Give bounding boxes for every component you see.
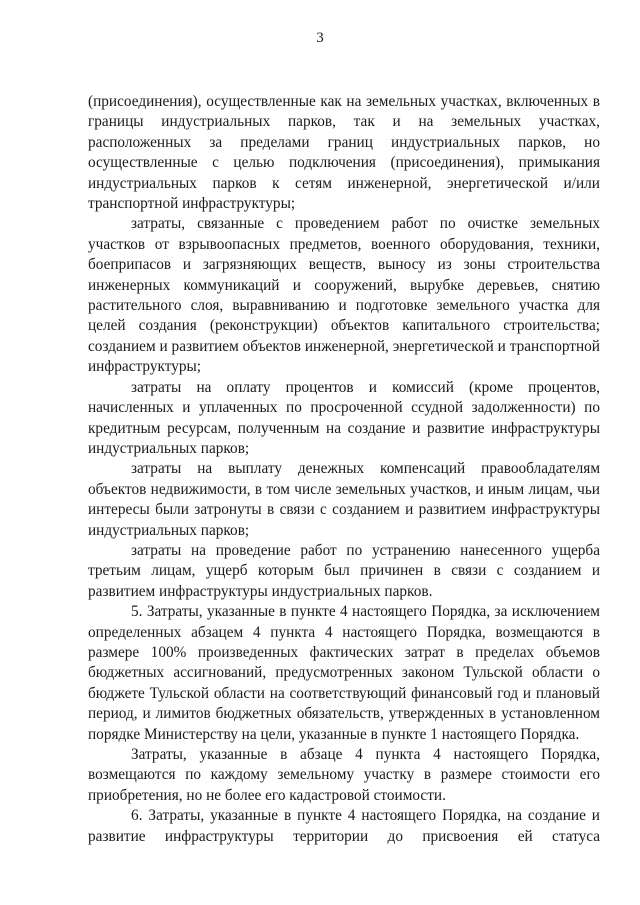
paragraph: затраты на оплату процентов и комиссий (кроме процентов, начисленных и уплаченных по просроченной ссудной задолженности) по кредитным ресурсам, полученным на создание и развитие инфраструктуры индустриальных парков; (88, 378, 600, 457)
paragraph: Затраты, указанные в абзаце 4 пункта 4 настоящего Порядка, возмещаются по каждому земельному участку в размере стоимости его приобретения, но не более его кадастровой стоимости. (88, 746, 600, 804)
paragraph: затраты, связанные с проведением работ по очистке земельных участков от взрывоопасных предметов, военного оборудования, техники, боеприпасов и загрязняющих веществ, выносу из зоны строительства инженерных коммуникаций и сооружений, вырубке деревьев, снятию растительного слоя, выравниванию и подготовке земельного участка для целей создания (реконструкции) объектов капитального строительства; созданием и развитием объектов инженерной, энергетической и транспортной инфраструктуры; (88, 215, 600, 376)
document-body (88, 92, 600, 847)
page-number: 3 (316, 30, 324, 46)
paragraph: затраты на проведение работ по устранению нанесенного ущерба третьим лицам, ущерб которым был причинен в связи с созданием и развитием инфраструктуры индустриальных парков. (88, 541, 600, 600)
paragraph: 5. Затраты, указанные в пункте 4 настоящего Порядка, за исключением определенных абзацем 4 пункта 4 настоящего Порядка, возмещаются в размере 100% произведенных фактических затрат в пределах объемов бюджетных ассигнований, предусмотренных законом Тульской области о бюджете Тульской области на соответствующий финансовый год и плановый период, и лимитов бюджетных обязательств, утвержденных в установленном порядке Министерству на цели, указанные в пункте 1 настоящего Порядка. (88, 603, 600, 743)
paragraph: (присоединения), осуществленные как на земельных участках, включенных в границы индустриальных парков, так и на земельных участках, расположенных за пределами границ индустриальных парков, но осуществленные с целью подключения (присоединения), примыкания индустриальных парков к сетям инженерной, энергетической и/или транспортной инфраструктуры; (88, 93, 600, 213)
paragraph: 6. Затраты, указанные в пункте 4 настоящего Порядка, на создание и развитие инфраструктуры территории до присвоения ей статуса (88, 807, 600, 845)
paragraph: затраты на выплату денежных компенсаций правообладателям объектов недвижимости, в том числе земельных участков, и иным лицам, чьи интересы были затронуты в связи с созданием и развитием инфраструктуры индустриальных парков; (88, 460, 600, 539)
